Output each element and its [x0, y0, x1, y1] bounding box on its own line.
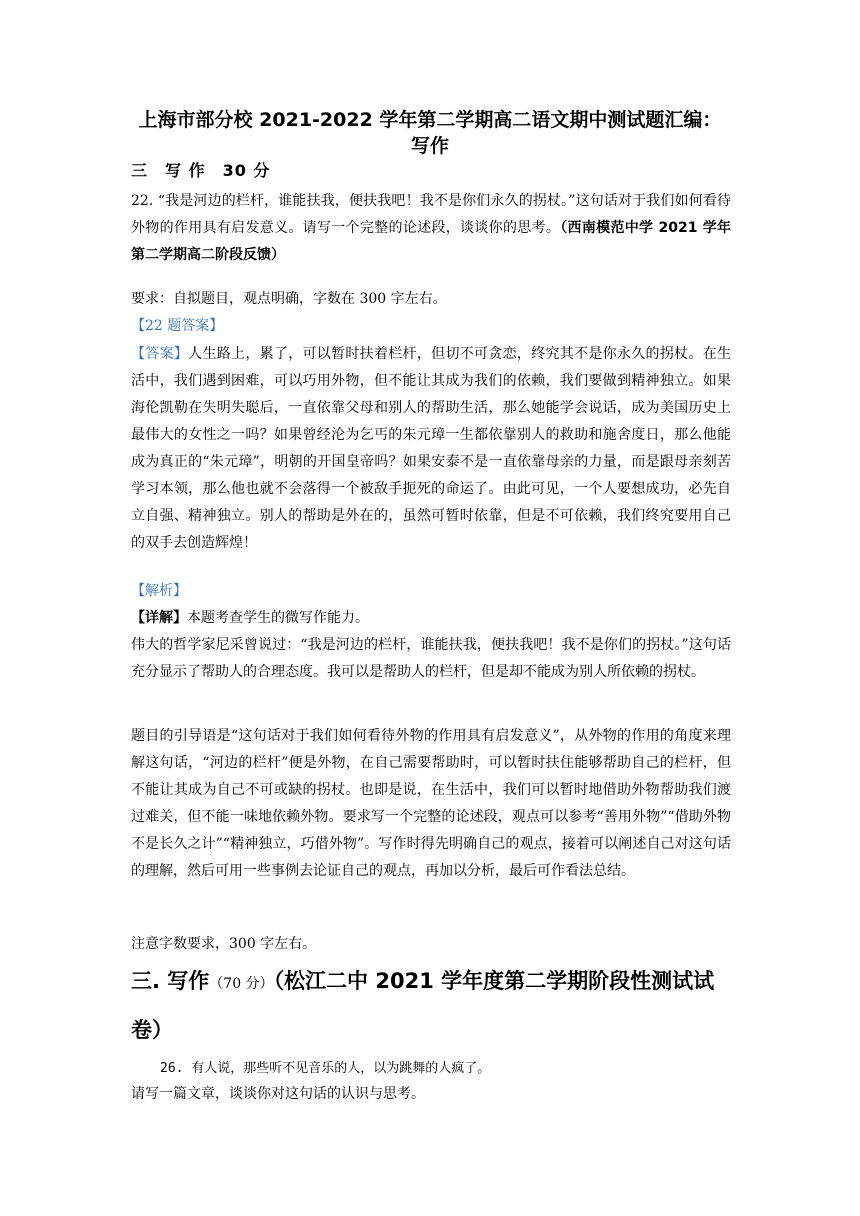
analysis-paragraph-1: 伟大的哲学家尼采曾说过：“我是河边的栏杆，谁能扶我，便扶我吧！我不是你们的拐杖。”这句话充分显示了帮助人的合理态度。我可以是帮助人的栏杆，但是却不能成为别人所依赖的拐杖。 [131, 637, 731, 680]
detail-text: 本题考查学生的微写作能力。 [187, 610, 369, 626]
section-2-prefix: 三. 写作 [131, 969, 210, 993]
analysis-paragraph-2: 题目的引导语是“这句话对于我们如何看待外物的作用具有启发意义”，从外物的作用的角度来理解这句话，“河边的栏杆”便是外物，在自己需要帮助时，可以暂时扶住能够帮助自己的栏杆，但不能让其成为自己不可或缺的拐杖。也即是说，在生活中，我们可以暂时地借助外物帮助我们渡过难关，但不能一味地依赖外物。要求写一个完整的论述段，观点可以参考“善用外物”“借助外物不是长久之计”“精神独立，巧借外物”。写作时得先明确自己的观点，接着可以阐述自己对这句话的理解，然后可用一些事例去论证自己的观点，再加以分析，最后可作看法总结。 [131, 728, 731, 879]
doc-title-line2: 写作 [410, 135, 449, 157]
answer-label: 【答案】 [131, 346, 189, 362]
question-22-text: 22. “我是河边的栏杆，谁能扶我，便扶我吧！我不是你们永久的拐杖。”这句话对于我们如何看待外物的作用具有启发意义。请写一个完整的论述段，谈谈你的思考。 [131, 193, 731, 236]
detail-label: 【详解】 [131, 610, 187, 626]
question-26: 26. 有人说，那些听不见音乐的人，以为跳舞的人疯了。 [160, 1061, 491, 1076]
section-2-score: （70 分） [209, 976, 274, 992]
analysis-paragraph-3: 注意字数要求，300 字左右。 [131, 936, 317, 952]
question-26-requirement: 请写一篇文章，谈谈你对这句话的认识与思考。 [131, 1086, 425, 1102]
answer-text: 人生路上，累了，可以暂时扶着栏杆，但切不可贪恋，终究其不是你永久的拐杖。在生活中，我们遇到困难，可以巧用外物，但不能让其成为我们的依赖，我们要做到精神独立。如果海伦凯勒在失明失聪后，一直依靠父母和别人的帮助生活，那么她能学会说话，成为美国历史上最伟大的女性之一吗？如果曾经沦为乞丐的朱元璋一生都依靠别人的救助和施舍度日，那么他能成为真正的“朱元璋”，明朝的开国皇帝吗？如果安泰不是一直依靠母亲的力量，而是跟母亲刻苦学习本领，那么他也就不会落得一个被敌手扼死的命运了。由此可见，一个人要想成功，必先自立自强、精神独立。别人的帮助是外在的，虽然可暂时依靠，但是不可依赖，我们终究要用自己的双手去创造辉煌！ [131, 346, 731, 551]
section-heading: 三 写 作 30 分 [131, 161, 271, 180]
question-22-source: （西南模范中学 2021 学年第二学期高二阶段反馈） [131, 220, 732, 263]
section-2-heading [131, 958, 736, 1053]
doc-title-line1: 上海市部分校 2021-2022 学年第二学期高二语文期中测试题汇编： [138, 109, 722, 131]
analysis-tag: 【解析】 [131, 583, 187, 599]
question-22 [131, 188, 731, 269]
section-2-source: （松江二中 2021 学年度第二学期阶段性测试试卷） [131, 969, 715, 1042]
detail-block [131, 605, 731, 632]
answer-tag: 【22 题答案】 [131, 318, 224, 334]
answer-block [131, 341, 731, 557]
question-22-requirement: 要求：自拟题目，观点明确，字数在 300 字左右。 [131, 291, 447, 307]
